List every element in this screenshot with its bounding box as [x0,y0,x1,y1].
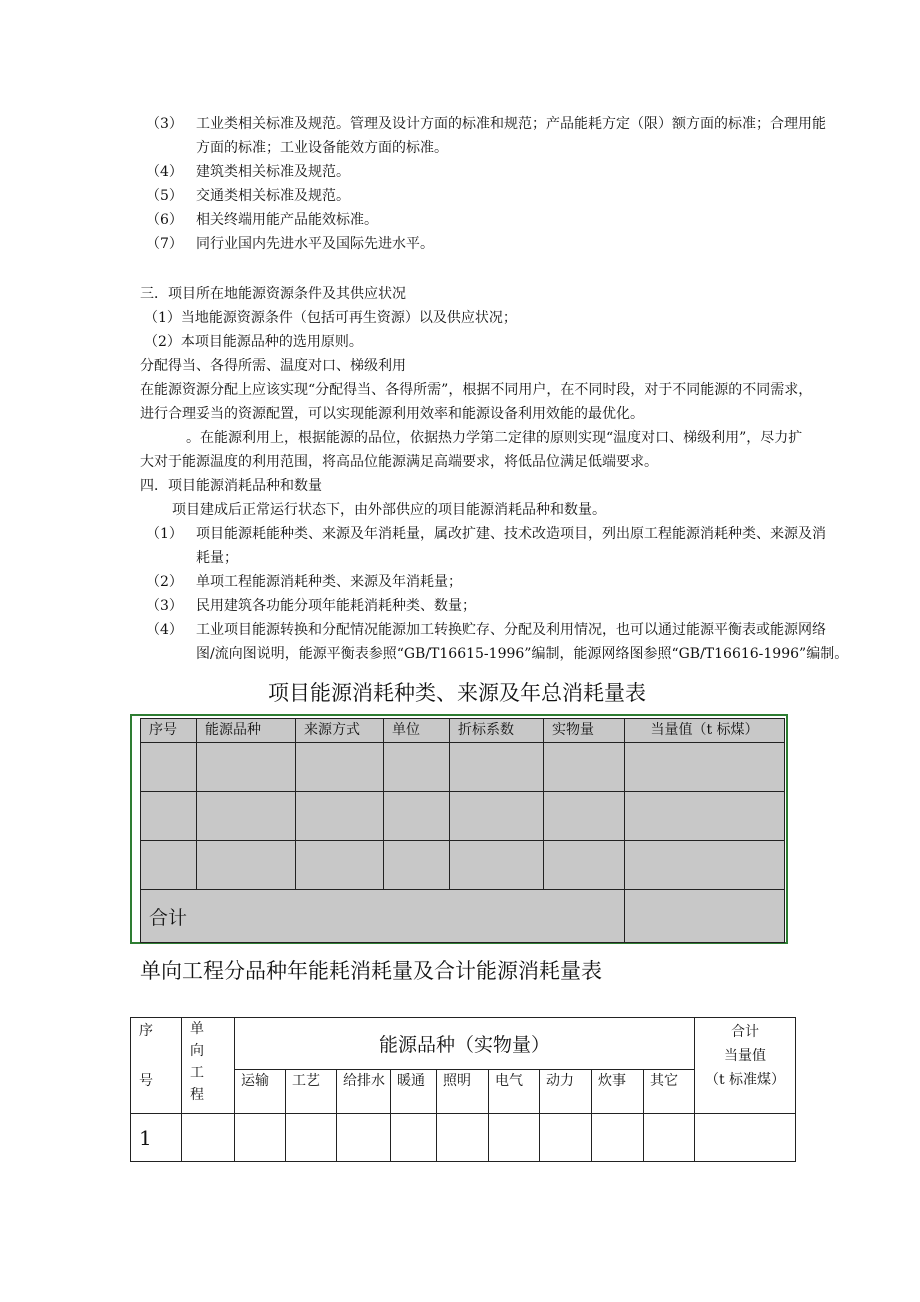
table-cell[interactable] [235,1114,286,1162]
list-item-text: 项目能源耗能种类、来源及年消耗量，属改扩建、技术改造项目，列出原工程能源消耗种类、来源及消 [196,526,826,542]
table-cell[interactable] [644,1114,695,1162]
header-seq-bottom: 号 [139,1073,153,1089]
table-cell[interactable] [544,841,625,890]
table-cell[interactable] [544,792,625,841]
table-cell[interactable] [384,841,450,890]
table-header-cell [695,1018,796,1114]
total-label: 合计 [141,890,625,943]
list-item-text: 单项工程能源消耗种类、来源及年消耗量； [196,574,462,590]
table-header-cell [182,1018,235,1114]
table-cell[interactable] [625,841,785,890]
list-item-text: 同行业国内先进水平及国际先进水平。 [196,236,434,252]
table-cell[interactable] [197,792,296,841]
list-item-text: 耗量； [196,550,238,566]
table-cell[interactable] [695,1114,796,1162]
list-item-number: （2） [146,574,183,590]
table-cell[interactable] [141,841,197,890]
table-cell[interactable] [544,743,625,792]
sub-header-cell: 动力 [540,1070,592,1114]
table-cell[interactable] [384,743,450,792]
list-item-text: 交通类相关标准及规范。 [196,188,350,204]
header-proj-char: 向 [190,1043,204,1059]
list-item-number: （7） [146,236,183,252]
paragraph-line: 进行合理妥当的资源配置，可以实现能源利用效率和能源设备利用效能的最优化。 [140,406,644,422]
table-cell[interactable] [437,1114,489,1162]
sub-header-cell: 照明 [437,1070,489,1114]
list-item-number: （3） [146,116,183,132]
paragraph-line: 。在能源利用上，根据能源的品位，依据热力学第二定律的原则实现“温度对口、梯级利用”，尽力扩 [186,430,803,446]
list-item-number: （3） [146,598,183,614]
table-header-cell: 实物量 [544,719,625,743]
sub-header-cell: 给排水 [337,1070,391,1114]
section-intro: 项目建成后正常运行状态下，由外部供应的项目能源消耗品种和数量。 [172,502,606,518]
table-cell[interactable] [141,743,197,792]
table-header-cell: 折标系数 [450,719,544,743]
energy-source-table [140,718,785,943]
project-energy-table [130,1017,796,1162]
table-cell[interactable] [450,841,544,890]
table-cell[interactable] [625,792,785,841]
list-item-number: （4） [146,164,183,180]
list-item-number: （4） [146,622,183,638]
table-header-cell: 能源品种 [197,719,296,743]
list-item-text: 相关终端用能产品能效标准。 [196,212,378,228]
table-cell[interactable] [182,1114,235,1162]
table-header-cell: 单位 [384,719,450,743]
paragraph-line: 在能源资源分配上应该实现“分配得当、各得所需”，根据不同用户，在不同时段，对于不同能源的不同需求， [140,382,813,398]
table-cell[interactable] [197,743,296,792]
table-header-cell: 序号 [141,719,197,743]
row-seq: 1 [131,1114,182,1162]
table-cell[interactable] [296,792,384,841]
list-item-text: 民用建筑各功能分项年能耗消耗种类、数量； [196,598,476,614]
sub-header-cell: 运输 [235,1070,286,1114]
table-cell[interactable] [337,1114,391,1162]
table2-title: 单向工程分品种年能耗消耗量及合计能源消耗量表 [140,959,602,983]
header-proj-char: 工 [190,1065,204,1081]
table-row [141,792,785,841]
table-row [141,743,785,792]
table-cell[interactable] [450,792,544,841]
list-item-text: 建筑类相关标准及规范。 [196,164,350,180]
section-item: （1）当地能源资源条件（包括可再生资源）以及供应状况； [144,310,517,326]
table-row [141,841,785,890]
list-item-text: 工业项目能源转换和分配情况能源加工转换贮存、分配及利用情况，也可以通过能源平衡表或能源网络 [196,622,826,638]
header-total-line: 合计 [731,1024,759,1040]
list-item-text: 方面的标准；工业设备能效方面的标准。 [196,140,448,156]
list-item-number: （5） [146,188,183,204]
table-cell[interactable] [296,841,384,890]
header-seq-top: 序 [139,1023,153,1039]
header-total-line: （t 标准煤） [704,1072,786,1088]
table-header-cell [131,1018,182,1114]
table-row [131,1114,796,1162]
list-item-number: （1） [146,526,183,542]
table-cell[interactable] [384,792,450,841]
principle-line: 分配得当、各得所需、温度对口、梯级利用 [140,358,406,374]
table-cell[interactable] [489,1114,540,1162]
list-item-text: 工业类相关标准及规范。管理及设计方面的标准和规范；产品能耗方定（限）额方面的标准；合理用能 [196,116,826,132]
table-cell[interactable] [197,841,296,890]
table1-title: 项目能源消耗种类、来源及年总消耗量表 [268,681,646,705]
table-header-cell: 来源方式 [296,719,384,743]
section-heading: 四．项目能源消耗品种和数量 [140,478,322,494]
sub-header-cell: 工艺 [286,1070,337,1114]
paragraph-line: 大对于能源温度的利用范围，将高品位能源满足高端要求，将低品位满足低端要求。 [140,454,658,470]
energy-source-table-frame [130,714,788,944]
table-cell[interactable] [450,743,544,792]
header-proj-char: 程 [190,1087,204,1103]
table-cell[interactable] [286,1114,337,1162]
total-value-cell[interactable] [625,890,785,943]
table-cell[interactable] [592,1114,644,1162]
header-proj-char: 单 [190,1021,204,1037]
table-cell[interactable] [141,792,197,841]
table-cell[interactable] [540,1114,592,1162]
table-header-cell: 当量值（t 标煤） [625,719,785,743]
sub-header-cell: 电气 [489,1070,540,1114]
table-cell[interactable] [625,743,785,792]
section-heading: 三．项目所在地能源资源条件及其供应状况 [140,286,406,302]
table-total-row [141,890,785,943]
table-cell[interactable] [391,1114,437,1162]
list-item-text: 图/流向图说明，能源平衡表参照“GB/T16615-1996”编制，能源网络图参照“GB/T16616-1996”编制。 [196,646,849,662]
sub-header-cell: 炊事 [592,1070,644,1114]
energy-variety-group-header: 能源品种（实物量） [235,1018,695,1070]
list-item-number: （6） [146,212,183,228]
sub-header-cell: 其它 [644,1070,695,1114]
table-cell[interactable] [296,743,384,792]
sub-header-cell: 暖通 [391,1070,437,1114]
header-total-line: 当量值 [724,1048,766,1064]
section-item: （2）本项目能源品种的选用原则。 [144,334,363,350]
